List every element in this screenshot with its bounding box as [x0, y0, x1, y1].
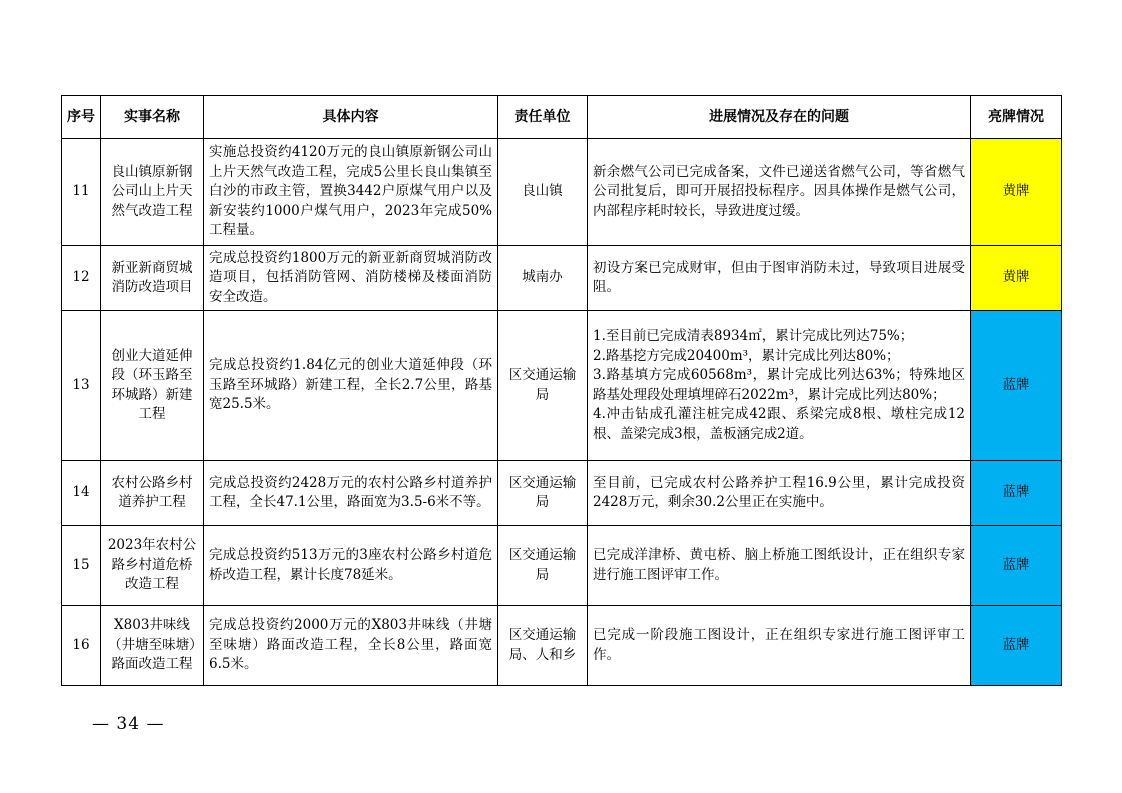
- progress-line: 3.路基填方完成60568m³，累计完成比列达63%；特殊地区路基处理段处理填埋碎石2022m³，累计完成比列达80%；: [593, 367, 965, 403]
- row-unit: 良山镇: [498, 139, 588, 246]
- row-seq: 16: [62, 606, 101, 686]
- header-name: 实事名称: [101, 96, 204, 139]
- row-progress: [588, 461, 971, 526]
- header-content: 具体内容: [204, 96, 498, 139]
- status-badge: 蓝牌: [971, 606, 1062, 686]
- row-content: 完成总投资约2428万元的农村公路乡村道养护工程，全长47.1公里，路面宽为3.5-6米不等。: [204, 461, 498, 526]
- row-seq: 13: [62, 311, 101, 461]
- row-seq: 12: [62, 246, 101, 311]
- header-progress: 进展情况及存在的问题: [588, 96, 971, 139]
- page-number: — 34 —: [92, 714, 165, 734]
- table-row: [62, 526, 1062, 606]
- progress-line: 1.至目前已完成清表8934㎡，累计完成比列达75%；: [593, 328, 914, 344]
- table-row: [62, 311, 1062, 461]
- row-progress: [588, 311, 971, 461]
- row-seq: 14: [62, 461, 101, 526]
- row-name: 农村公路乡村道养护工程: [101, 461, 204, 526]
- row-unit: 城南办: [498, 246, 588, 311]
- row-content: 完成总投资约513万元的3座农村公路乡村道危桥改造工程，累计长度78延米。: [204, 526, 498, 606]
- row-name: 良山镇原新钢公司山上片天然气改造工程: [101, 139, 204, 246]
- row-content: 完成总投资约1.84亿元的创业大道延伸段（环玉路至环城路）新建工程，全长2.7公里，路基宽25.5米。: [204, 311, 498, 461]
- header-status: 亮牌情况: [971, 96, 1062, 139]
- row-content: 完成总投资约1800万元的新亚新商贸城消防改造项目，包括消防管网、消防楼梯及楼面消防安全改造。: [204, 246, 498, 311]
- row-unit: 区交通运输局: [498, 526, 588, 606]
- header-seq: 序号: [62, 96, 101, 139]
- progress-line: 已完成一阶段施工图设计，正在组织专家进行施工图评审工作。: [593, 627, 965, 663]
- row-seq: 15: [62, 526, 101, 606]
- progress-line: 至目前，已完成农村公路养护工程16.9公里，累计完成投资2428万元，剩余30.2公里正在实施中。: [593, 474, 965, 510]
- row-unit: 区交通运输局: [498, 461, 588, 526]
- row-progress: [588, 526, 971, 606]
- row-progress: [588, 246, 971, 311]
- row-content: 完成总投资约2000万元的X803井味线（井塘至味塘）路面改造工程，全长8公里，路面宽6.5米。: [204, 606, 498, 686]
- row-name: 新亚新商贸城消防改造项目: [101, 246, 204, 311]
- row-unit: 区交通运输局、人和乡: [498, 606, 588, 686]
- progress-line: 初设方案已完成财审，但由于图审消防未过，导致项目进展受阻。: [593, 259, 965, 295]
- status-badge: 蓝牌: [971, 311, 1062, 461]
- row-name: 2023年农村公路乡村道危桥改造工程: [101, 526, 204, 606]
- progress-line: 新余燃气公司已完成备案，文件已递送省燃气公司，等省燃气公司批复后，即可开展招投标程序。因具体操作是燃气公司，内部程序耗时较长，导致进度过缓。: [593, 163, 965, 219]
- row-name: X803井味线（井塘至味塘）路面改造工程: [101, 606, 204, 686]
- table-header-row: [62, 96, 1062, 139]
- status-badge: 黄牌: [971, 246, 1062, 311]
- progress-table: [61, 95, 1062, 686]
- progress-line: 2.路基挖方完成20400m³，累计完成比列达80%；: [593, 347, 900, 364]
- table-row: [62, 606, 1062, 686]
- row-content: 实施总投资约4120万元的良山镇原新钢公司山上片天然气改造工程，完成5公里长良山集镇至白沙的市政主管，置换3442户原煤气用户以及新安装约1000户煤气用户，2023年完成50%工程量。: [204, 139, 498, 246]
- row-progress: [588, 139, 971, 246]
- progress-line: 已完成洋津桥、黄屯桥、脑上桥施工图纸设计，正在组织专家进行施工图评审工作。: [593, 547, 965, 583]
- row-progress: [588, 606, 971, 686]
- status-badge: 蓝牌: [971, 526, 1062, 606]
- table-row: [62, 139, 1062, 246]
- row-seq: 11: [62, 139, 101, 246]
- table-row: [62, 246, 1062, 311]
- progress-line: 4.冲击钻成孔灌注桩完成42跟、系梁完成8根、墩柱完成12根、盖梁完成3根，盖板涵完成2道。: [593, 406, 965, 442]
- table-row: [62, 461, 1062, 526]
- status-badge: 黄牌: [971, 139, 1062, 246]
- header-unit: 责任单位: [498, 96, 588, 139]
- row-unit: 区交通运输局: [498, 311, 588, 461]
- row-name: 创业大道延伸段（环玉路至环城路）新建工程: [101, 311, 204, 461]
- status-badge: 蓝牌: [971, 461, 1062, 526]
